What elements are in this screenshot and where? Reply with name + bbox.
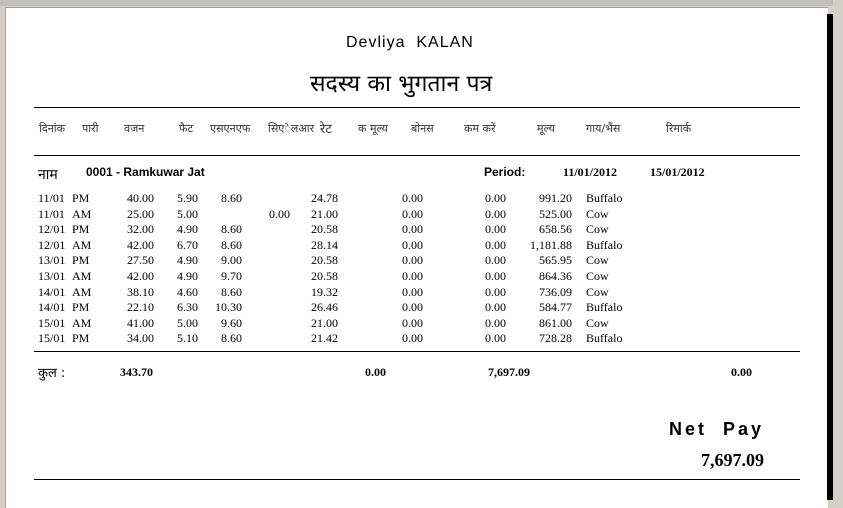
cell-shift: PM [72, 191, 90, 205]
cell-weight: 25.00 [127, 206, 154, 221]
cell-date: 13/01 [38, 253, 66, 268]
cell-snf: 8.60 [221, 191, 242, 205]
cell-deduct: 0.00 [485, 300, 506, 315]
cell-amount: 728.28 [539, 331, 572, 346]
cell-snf: 8.60 [221, 222, 242, 237]
viewer-background [833, 0, 843, 499]
cell-rate: 20.58 [311, 269, 338, 283]
cell-animal: Cow [586, 315, 609, 330]
member-name-label: नाम [38, 167, 58, 183]
col-weight: वजन [124, 122, 145, 135]
cell-amount: 584.77 [539, 300, 572, 315]
header-bottom-rule [34, 155, 800, 156]
cell-rate: 20.58 [311, 222, 338, 237]
cell-bonus: 0.00 [402, 284, 423, 299]
cell-animal: Cow [586, 222, 609, 237]
col-snf: एसएनएफ [210, 122, 251, 135]
cell-fat: 5.10 [177, 331, 198, 346]
cell-deduct: 0.00 [485, 237, 506, 252]
cell-amount: 1,181.88 [530, 237, 572, 252]
cell-date: 13/01 [38, 269, 66, 283]
net-pay-value: 7,697.09 [701, 450, 764, 470]
cell-animal: Buffalo [586, 191, 623, 205]
cell-weight: 41.00 [127, 315, 154, 330]
cell-shift: PM [72, 253, 90, 268]
footer-rule [34, 479, 800, 480]
col-date: दिनांक [39, 122, 66, 135]
cell-weight: 42.00 [127, 237, 154, 252]
col-animal: गाय/भैंस [586, 122, 621, 135]
cell-shift: PM [72, 300, 90, 315]
cell-bonus: 0.00 [402, 269, 423, 283]
cell-rate: 20.58 [311, 253, 338, 268]
totals-top-rule [34, 351, 800, 352]
cell-date: 12/01 [38, 222, 66, 237]
cell-date: 15/01 [38, 331, 66, 346]
header-top-rule [34, 107, 800, 108]
cell-weight: 38.10 [127, 284, 154, 299]
cell-bonus: 0.00 [402, 315, 423, 330]
cell-fat: 5.90 [177, 191, 198, 205]
cell-snf: 8.60 [221, 237, 242, 252]
cell-rate: 21.00 [311, 315, 338, 330]
cell-shift: PM [72, 222, 90, 237]
cell-weight: 22.10 [127, 300, 154, 315]
col-amount: मूल्य [537, 122, 555, 135]
cell-fat: 5.00 [177, 315, 198, 330]
cell-animal: Buffalo [586, 331, 623, 346]
col-fat: फैट [179, 122, 194, 135]
cell-animal: Cow [586, 284, 609, 299]
cell-date: 11/01 [38, 191, 65, 205]
totals-label: कुल : [38, 366, 66, 381]
cell-deduct: 0.00 [485, 284, 506, 299]
period-label: Period: [484, 165, 526, 179]
cell-amount: 864.36 [539, 269, 572, 283]
col-shift: पारी [82, 122, 99, 135]
cell-shift: AM [72, 269, 92, 283]
cell-amount: 861.00 [539, 315, 572, 330]
cell-animal: Cow [586, 269, 609, 283]
cell-snf: 9.00 [221, 253, 242, 268]
cell-bonus: 0.00 [402, 191, 423, 205]
col-clr: सिएेलआर [268, 122, 315, 135]
period-from: 11/01/2012 [563, 165, 618, 179]
cell-snf: 9.60 [221, 315, 242, 330]
cell-bonus: 0.00 [402, 237, 423, 252]
cell-snf: 8.60 [221, 284, 242, 299]
cell-snf: 10.30 [215, 300, 242, 315]
col-rate: रेट [320, 122, 332, 137]
cell-rate: 24.78 [311, 191, 338, 205]
cell-shift: AM [72, 284, 92, 299]
cell-bonus: 0.00 [402, 331, 423, 346]
cell-amount: 525.00 [539, 206, 572, 221]
cell-shift: AM [72, 315, 92, 330]
cell-amount: 565.95 [539, 253, 572, 268]
window-frame [0, 0, 843, 6]
net-pay-label: Net Pay [669, 419, 765, 439]
cell-rate: 21.42 [311, 331, 338, 346]
period-to: 15/01/2012 [650, 165, 705, 179]
cell-date: 14/01 [38, 300, 66, 315]
cell-date: 15/01 [38, 315, 66, 330]
col-k-value: क मूल्य [358, 122, 388, 135]
cell-deduct: 0.00 [485, 269, 506, 283]
cell-date: 12/01 [38, 237, 66, 252]
cell-weight: 34.00 [127, 331, 154, 346]
cell-deduct: 0.00 [485, 253, 506, 268]
cell-rate: 28.14 [311, 237, 338, 252]
report-title: सदस्य का भुगतान पत्र [310, 71, 493, 97]
total-weight: 343.70 [120, 365, 153, 379]
member-name: 0001 - Ramkuwar Jat [86, 165, 205, 179]
cell-weight: 40.00 [127, 191, 154, 205]
cell-animal: Buffalo [586, 237, 623, 252]
cell-weight: 32.00 [127, 222, 154, 237]
cell-snf: 8.60 [221, 331, 242, 346]
cell-rate: 21.00 [311, 206, 338, 221]
total-bonus: 0.00 [365, 365, 386, 379]
cell-bonus: 0.00 [402, 222, 423, 237]
cell-bonus: 0.00 [402, 300, 423, 315]
cell-deduct: 0.00 [485, 222, 506, 237]
cell-amount: 658.56 [539, 222, 572, 237]
cell-fat: 5.00 [177, 206, 198, 221]
cell-weight: 27.50 [127, 253, 154, 268]
cell-deduct: 0.00 [485, 315, 506, 330]
cell-fat: 4.90 [177, 253, 198, 268]
cell-fat: 4.90 [177, 269, 198, 283]
cell-shift: AM [72, 237, 92, 252]
col-remark: रिमार्क [666, 122, 692, 135]
cell-amount: 736.09 [539, 284, 572, 299]
cell-fat: 4.90 [177, 222, 198, 237]
cell-animal: Cow [586, 206, 609, 221]
cell-rate: 26.46 [311, 300, 338, 315]
col-deduct: कम करें [464, 122, 496, 135]
cell-weight: 42.00 [127, 269, 154, 283]
cell-animal: Buffalo [586, 300, 623, 315]
cell-snf: 9.70 [221, 269, 242, 283]
cell-bonus: 0.00 [402, 253, 423, 268]
cell-fat: 6.30 [177, 300, 198, 315]
cell-shift: PM [72, 331, 90, 346]
cell-shift: AM [72, 206, 92, 221]
cell-animal: Cow [586, 253, 609, 268]
total-amount: 7,697.09 [488, 365, 530, 379]
cell-deduct: 0.00 [485, 191, 506, 205]
cell-date: 11/01 [38, 206, 65, 221]
cell-fat: 4.60 [177, 284, 198, 299]
cell-clr: 0.00 [269, 206, 290, 221]
cell-rate: 19.32 [311, 284, 338, 299]
cell-fat: 6.70 [177, 237, 198, 252]
cell-date: 14/01 [38, 284, 66, 299]
total-remark: 0.00 [731, 365, 752, 379]
col-bonus: बोनस [411, 122, 434, 135]
cell-amount: 991.20 [539, 191, 572, 205]
cell-bonus: 0.00 [402, 206, 423, 221]
org-name: Devliya KALAN [346, 34, 474, 51]
cell-deduct: 0.00 [485, 206, 506, 221]
cell-deduct: 0.00 [485, 331, 506, 346]
